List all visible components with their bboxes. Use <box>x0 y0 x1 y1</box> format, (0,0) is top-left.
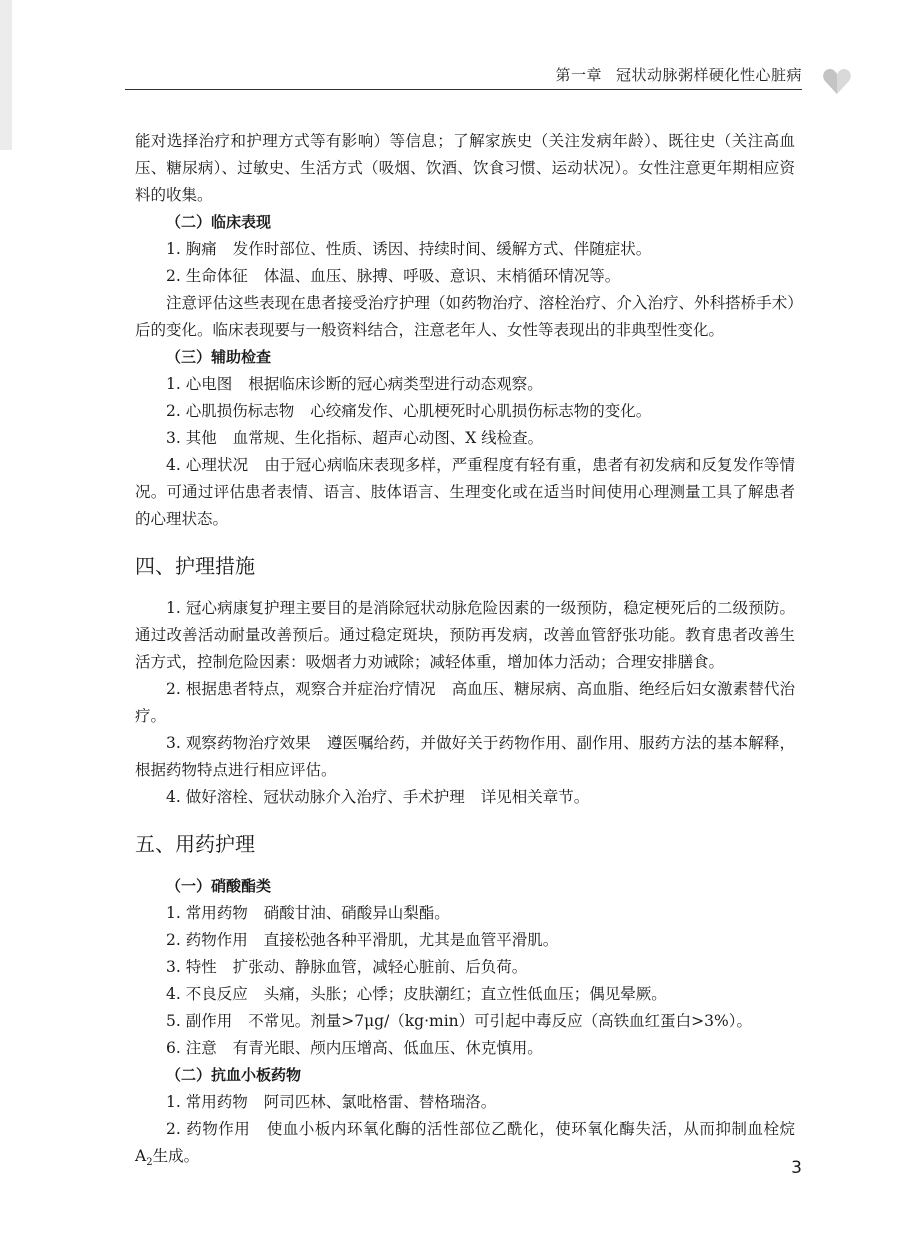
item-text: 由于冠心病临床表现多样，严重程度有轻有重，患者有初发病和反复发作等情况。可通过评估患者表情、语言、肢体语言、生理变化或在适当时间使用心理测量工具了解患者的心理状态。 <box>135 456 795 528</box>
chapter-title: 冠状动脉粥样硬化性心脏病 <box>615 66 802 84</box>
item-label: 4. 不良反应 <box>166 985 248 1003</box>
item-text: 心绞痛发作、心肌梗死时心肌损伤标志物的变化。 <box>310 402 652 420</box>
list-item <box>135 398 795 425</box>
item-label: 6. 注意 <box>166 1039 217 1057</box>
header-rule <box>125 89 802 90</box>
list-item <box>135 981 795 1008</box>
list-item <box>135 236 795 263</box>
item-text: 发作时部位、性质、诱因、持续时间、缓解方式、伴随症状。 <box>232 240 652 258</box>
item-text: 硝酸甘油、硝酸异山梨酯。 <box>263 904 450 922</box>
list-item <box>135 371 795 398</box>
item-label: 1. 常用药物 <box>166 1093 248 1111</box>
clinical-note-paragraph: 注意评估这些表现在患者接受治疗护理（如药物治疗、溶栓治疗、介入治疗、外科搭桥手术）后的变化。临床表现要与一般资料结合，注意老年人、女性等表现出的非典型性变化。 <box>135 294 795 339</box>
item-text: 根据临床诊断的冠心病类型进行动态观察。 <box>248 375 543 393</box>
list-item <box>135 425 795 452</box>
item-label: 2. 生命体征 <box>166 267 248 285</box>
item-label: 2. 心肌损伤标志物 <box>166 402 295 420</box>
item-text: 体温、血压、脉搏、呼吸、意识、末梢循环情况等。 <box>263 267 621 285</box>
item-text: 不常见。剂量>7μg/（kg·min）可引起中毒反应（高铁血红蛋白>3%）。 <box>248 1012 752 1030</box>
list-item <box>135 784 795 811</box>
subheading-nitrates: （一）硝酸酯类 <box>166 877 272 895</box>
chapter-number: 第一章 <box>555 66 602 84</box>
subscript: 2 <box>146 1157 153 1169</box>
item-label: 4. 做好溶栓、冠状动脉介入治疗、手术护理 <box>166 788 465 806</box>
subheading-auxiliary: （三）辅助检查 <box>166 348 272 366</box>
list-item <box>135 1035 795 1062</box>
item-label: 1. 胸痛 <box>166 240 217 258</box>
running-header <box>0 64 900 104</box>
section-heading-medication: 五、用药护理 <box>135 832 255 856</box>
item-text: 高血压、糖尿病、高血脂、绝经后妇女激素替代治疗。 <box>135 680 795 725</box>
header-text <box>555 64 802 85</box>
item-text: 阿司匹林、氯吡格雷、替格瑞洛。 <box>263 1093 497 1111</box>
item-text: 使血小板内环氧化酶的活性部位乙酰化，使环氧化酶失活，从而抑制血栓烷 A <box>135 1120 795 1165</box>
list-item <box>135 900 795 927</box>
item-label: 2. 药物作用 <box>166 1120 251 1138</box>
list-item <box>135 730 795 784</box>
item-label: 3. 特性 <box>166 958 217 976</box>
section-heading-nursing: 四、护理措施 <box>135 554 255 578</box>
heart-logo-icon <box>822 68 852 96</box>
item-label: 2. 药物作用 <box>166 931 248 949</box>
item-text: 头痛，头胀；心悸；皮肤潮红；直立性低血压；偶见晕厥。 <box>263 985 667 1003</box>
list-item <box>135 1089 795 1116</box>
page-body <box>135 128 795 1176</box>
intro-paragraph: 能对选择治疗和护理方式等有影响）等信息；了解家族史（关注发病年龄）、既往史（关注高血压、糖尿病）、过敏史、生活方式（吸烟、饮酒、饮食习惯、运动状况）。女性注意更年期相应资料的收集。 <box>135 132 795 204</box>
list-item <box>135 452 795 533</box>
item-label: 3. 其他 <box>166 429 217 447</box>
item-text: 有青光眼、颅内压增高、低血压、休克慎用。 <box>232 1039 543 1057</box>
item-text: 直接松弛各种平滑肌，尤其是血管平滑肌。 <box>263 931 559 949</box>
page-number: 3 <box>791 1158 802 1178</box>
list-item <box>135 927 795 954</box>
list-item <box>135 1008 795 1035</box>
list-item <box>135 676 795 730</box>
item-label: 5. 副作用 <box>166 1012 233 1030</box>
list-item <box>135 1116 795 1176</box>
item-label: 1. 常用药物 <box>166 904 248 922</box>
item-label: 3. 观察药物治疗效果 <box>166 734 311 752</box>
list-item <box>135 954 795 981</box>
item-label: 4. 心理状况 <box>166 456 249 474</box>
subheading-antiplatelet: （二）抗血小板药物 <box>166 1066 302 1084</box>
item-text: 血常规、生化指标、超声心动图、X 线检查。 <box>232 429 544 447</box>
item-text: 遵医嘱给药，并做好关于药物作用、副作用、服药方法的基本解释，根据药物特点进行相应评估。 <box>135 734 795 779</box>
item-label: 1. 心电图 <box>166 375 233 393</box>
nursing-paragraph: 1. 冠心病康复护理主要目的是消除冠状动脉危险因素的一级预防，稳定梗死后的二级预防。通过改善活动耐量改善预后。通过稳定斑块，预防再发病，改善血管舒张功能。教育患者改善生活方式，控制危险因素：吸烟者力劝诫除；减轻体重，增加体力活动；合理安排膳食。 <box>135 599 795 671</box>
item-text: 扩张动、静脉血管，减轻心脏前、后负荷。 <box>232 958 528 976</box>
list-item <box>135 263 795 290</box>
subheading-clinical: （二）临床表现 <box>166 213 272 231</box>
item-text-tail: 生成。 <box>152 1147 200 1165</box>
item-text: 详见相关章节。 <box>480 788 590 806</box>
item-label: 2. 根据患者特点，观察合并症治疗情况 <box>166 680 436 698</box>
